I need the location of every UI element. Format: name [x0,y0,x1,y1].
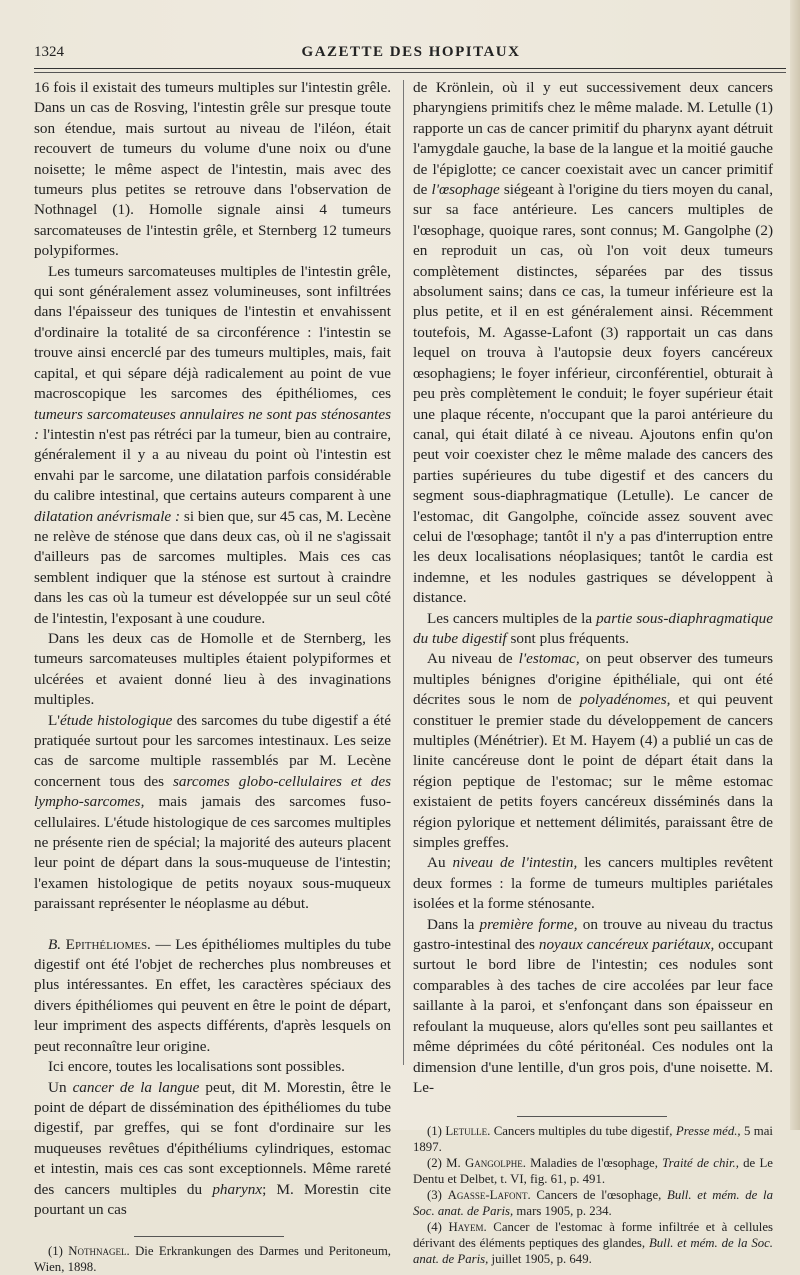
footnote-rule [134,1236,284,1237]
page-number: 1324 [34,44,64,60]
footnote: (3) Agasse-Lafont. Cancers de l'œsophage, Bull. et mém. de la Soc. anat. de Paris, mars 1905, p. 234. [413,1188,774,1219]
header-rule-thick [34,68,786,69]
column-divider [403,80,404,1065]
left-column [34,78,391,1275]
paragraph: Dans les deux cas de Homolle et de Sternberg, les tumeurs sarcomateuses multiples étaient polypiformes et ulcérées et avaient donné lieu à des invaginations multiples. [34,629,391,709]
footnote: (4) Hayem. Cancer de l'estomac à forme infiltrée et à cellules dérivant des éléments peptiques des glandes, Bull. et mém. de la Soc. anat. de Paris, juillet 1905, p. 649. [413,1220,774,1267]
paragraph: de Krönlein, où il y eut successivement deux cancers pharyngiens primitifs chez le même malade. M. Letulle (1) rapporte un cas de cancer primitif du pharynx ayant détruit l'amygdale gauche, la base de la langue et la moitié gauche de l'épiglotte; ce cancer coexistait avec un cancer primitif de l'œsophage siégeant à l'origine du tiers moyen du canal, sur sa face antérieure. Les cancers multiples de l'œsophage, quoique rares, sont connus; M. Gangolphe (2) en reproduit un cas, où l'on voit deux tumeurs complètement distinctes, séparées par des tissus absolument sains; dans ce cas, la tumeur inférieure est la plus petite, et il en est généralement ainsi. Récemment toutefois, M. Agasse-Lafont (3) rapportait un cas dans lequel on trouva à l'autopsie deux foyers cancéreux œsophagiens; le foyer inférieur, circonférentiel, obturait à peu près complètement le conduit; le foyer supérieur était une plaque récente, n'occupant que la paroi antérieure du canal, qui était dilaté à ce niveau. Ajoutons enfin qu'on peut voir coexister chez le même malade des cancers des parties supérieures du tube digestif et des cancers du segment sous-diaphragmatique (Letulle). Le cancer de l'estomac, dit Gangolphe, coïncide assez souvent avec celui de l'œsophage; tantôt il n'y a pas d'interruption entre les deux localisations néoplasiques; tantôt le cardia est indemne, et les nodules gastriques se développent à distance. [413,79,773,607]
page-header [34,36,788,66]
footnote: (1) Letulle. Cancers multiples du tube digestif, Presse méd., 5 mai 1897. [413,1124,773,1155]
paragraph: Un cancer de la langue peut, dit M. Morestin, être le point de départ de dissémination des épithéliomes du tube digestif, par greffes, qui se font d'ordinaire sur les muqueuses revêtues d'épithéliums cylindriques, estomac et intestin, mais ces cas sont exceptionnels. Même rareté des cancers multiples du pharynx; M. Morestin cite pourtant un cas [34,1078,392,1218]
paragraph: Au niveau de l'estomac, on peut observer des tumeurs multiples bénignes d'origine épithéliale, qui ont été décrites sous le nom de polyadénomes, et qui peuvent constituer le premier stade du développement de cancers multiples (Ménétrier). Et M. Hayem (4) a publié un cas de linite cancéreuse dont le point de départ était dans la région peptique de l'estomac; sur le même estomac existaient de petits foyers cancéreux disséminés dans la région pylorique et nettement délimités, paraissant être de simples greffes. [413,650,773,852]
paragraph: Au niveau de l'intestin, les cancers multiples revêtent deux formes : la forme de tumeurs multiples pariétales isolées et la forme sténosante. [413,854,773,913]
paragraph: Dans la première forme, on trouve au niveau du tractus gastro-intestinal des noyaux cancéreux pariétaux, occupant surtout le bord libre de l'intestin; ces nodules sont comparables à des taches de cire accolées par leur face saillante à la paroi, et s'enfonçant dans son épaisseur en refoulant la muqueuse, alors qu'elles sont peu saillantes et même déprimées du côté péritonéal. Ces nodules ont la dimension d'une lentille, d'un gros pois, d'une noisette. M. Le- [413,915,773,1096]
footnote-rule [517,1116,667,1117]
paragraph: L'étude histologique des sarcomes du tube digestif a été pratiquée surtout pour les sarcomes intestinaux. Les seize cas de sarcome multiple rassemblés par M. Lecène concernent tous des sarcomes globo-cellulaires et des lympho-sarcomes, mais jamais des sarcomes fuso-cellulaires. L'étude histologique de ces sarcomes multiples ne présente rien de spécial; la majorité des auteurs placent leur point de départ dans la sous-muqueuse de l'intestin; l'examen histologique de petits noyaux sous-muqueux paraissant représenter le néoplasme au début. [34,711,392,913]
footnote: (1) Nothnagel. Die Erkrankungen des Darmes und Peritoneum, Wien, 1898. [34,1244,391,1275]
paragraph: Les tumeurs sarcomateuses multiples de l'intestin grêle, qui sont généralement assez volumineuses, sont infiltrées dans l'épaisseur des tuniques de l'intestin et envahissent d'ordinaire la totalité de sa circonférence : l'intestin se trouve ainsi encerclé par des tumeurs multiples, mais, fait capital, et qui sépare déjà radicalement au point de vue macroscopique les sarcomes des épithéliomes, ces tumeurs sarcomateuses annulaires ne sont pas sténosantes : l'intestin n'est pas rétréci par la tumeur, bien au contraire, généralement il y a au niveau du point où l'intestin est envahi par le sarcome, une dilatation parfois considérable du calibre intestinal, que certains auteurs comparent à une dilatation anévrismale : si bien que, sur 45 cas, M. Lecène ne relève de sténose que dans deux cas, où il ne s'agissait d'ailleurs pas de sarcomes multiples. Mais ces cas semblent indiquer que la sténose est surtout à craindre dans les cas où la tumeur est développée sur un seul côté de l'intestin, l'exposant à une coudure. [34,262,392,627]
paragraph: Ici encore, toutes les localisations sont possibles. [48,1058,345,1076]
header-rule-thin [34,72,786,73]
section-heading-paragraph: B. Epithéliomes. — Les épithéliomes multiples du tube digestif ont été l'objet de recherches plus nombreuses et plus intéressantes. En effet, les caractères spéciaux des divers épithéliomes qui peuvent en être le point de départ, leur impriment des aspects différents, d'après lesquels on peut reconnaître leur origine. [34,935,391,1055]
right-column [413,78,773,1267]
footnote: (2) M. Gangolphe. Maladies de l'œsophage, Traité de chir., de Le Dentu et Delbet, t. VI, fig. 61, p. 491. [413,1156,773,1187]
paragraph: 16 fois il existait des tumeurs multiples sur l'intestin grêle. Dans un cas de Rosving, l'intestin grêle sur presque toute son étendue, mais surtout au niveau de l'iléon, était recouvert de tumeurs du volume d'une noix ou d'une noisette; le même aspect de l'intestin, mais avec des tumeurs plus petites se retrouve dans l'observation de Nothnagel (1). Homolle signale ainsi 4 tumeurs sarcomateuses de l'intestin grêle, et Sternberg 12 tumeurs polypiformes. [34,79,391,260]
journal-title: GAZETTE DES HOPITAUX [301,44,521,60]
paragraph: Les cancers multiples de la partie sous-diaphragmatique du tube digestif sont plus fréquents. [413,609,774,647]
page-edge [790,0,800,1130]
